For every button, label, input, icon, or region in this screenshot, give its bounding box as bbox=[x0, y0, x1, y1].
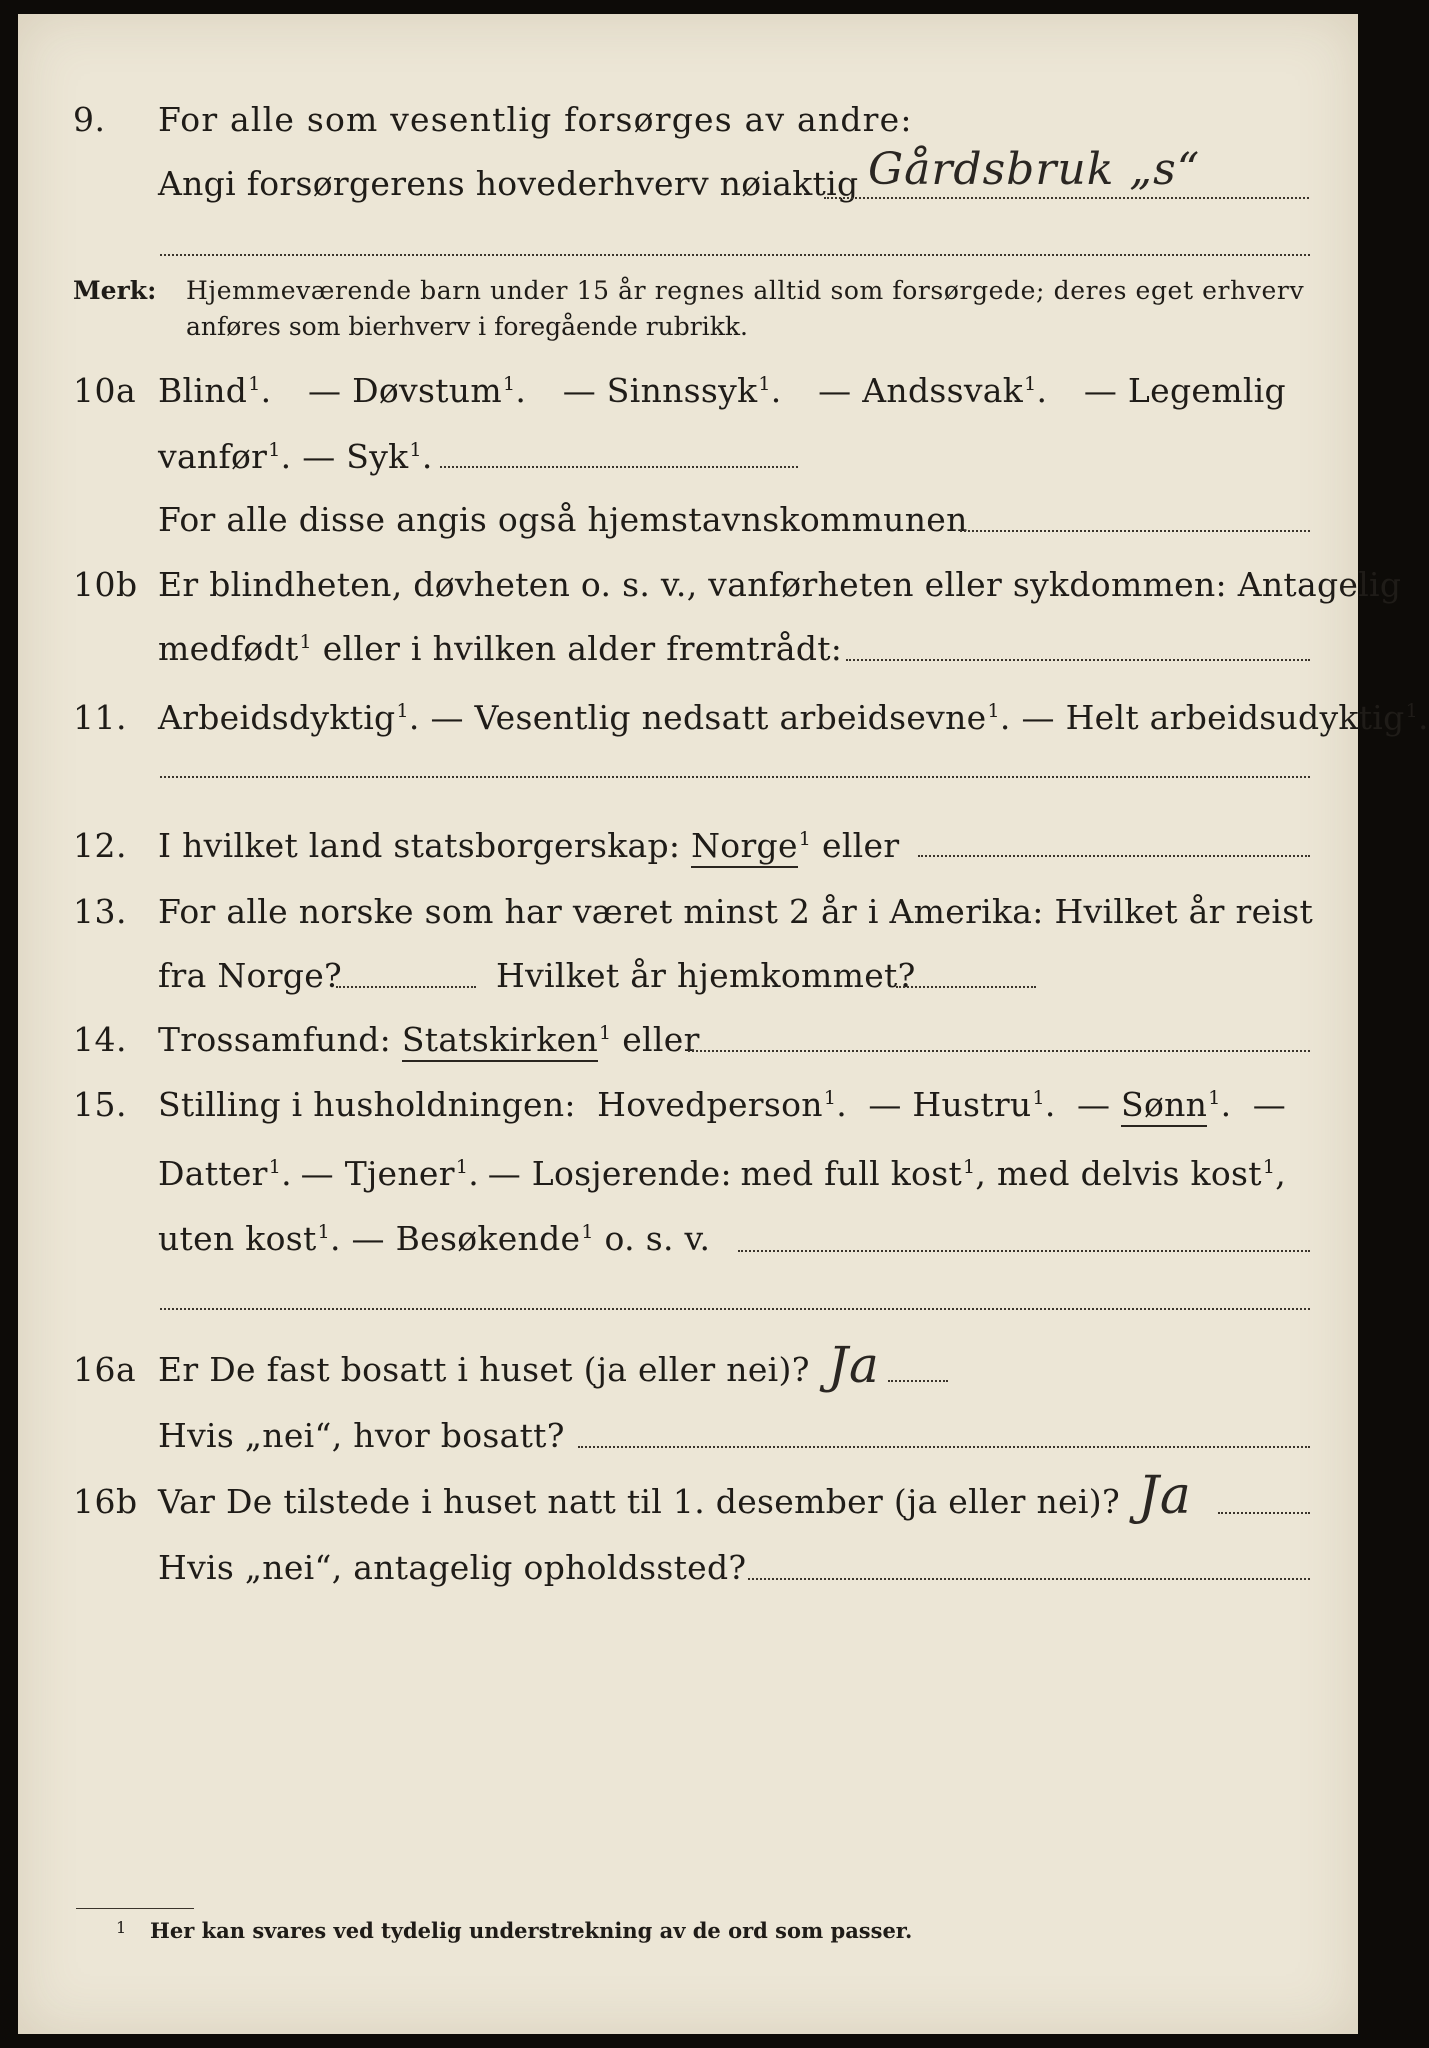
footnote-rule bbox=[76, 1908, 194, 1909]
answer-line bbox=[440, 466, 798, 468]
selected-answer-sonn: Sønn bbox=[1121, 1085, 1207, 1127]
separator-line bbox=[160, 1308, 1310, 1310]
footnote-mark: 1 bbox=[116, 1918, 127, 1937]
selected-answer-norge: Norge bbox=[691, 826, 798, 868]
option-dovstum: — Døvstum$^1$. bbox=[308, 371, 527, 410]
answer-line bbox=[688, 1050, 1310, 1052]
question-16b-line2: Hvis „nei“, antagelig opholdssted? bbox=[158, 1548, 747, 1587]
handwritten-answer-16b: Ja bbox=[1138, 1466, 1192, 1526]
question-16a-number: 16a bbox=[73, 1350, 137, 1389]
question-13-line2b: Hvilket år hjemkommet? bbox=[496, 956, 916, 995]
question-16b-number: 16b bbox=[73, 1482, 138, 1521]
handwritten-answer-16a: Ja bbox=[828, 1336, 880, 1394]
merk-label: Merk: bbox=[73, 276, 157, 305]
selected-answer-statskirken: Statskirken bbox=[402, 1020, 598, 1062]
question-14-line: Trossamfund: Statskirken$^1$ eller bbox=[158, 1020, 700, 1059]
question-15-number: 15. bbox=[73, 1085, 127, 1124]
option-blind: Blind$^1$. bbox=[158, 371, 272, 410]
question-15-line2: Datter$^1$. — Tjener$^1$. — Losjerende: med full kost$^1$, med delvis kost$^1$, bbox=[158, 1154, 1286, 1193]
question-10b-number: 10b bbox=[73, 565, 138, 604]
answer-line bbox=[960, 530, 1310, 532]
question-10a-number: 10a bbox=[73, 371, 137, 410]
merk-line2: anføres som bierhverv i foregående rubrikk. bbox=[186, 312, 748, 341]
question-13-number: 13. bbox=[73, 892, 127, 931]
question-15-line1: Stilling i husholdningen: Hovedperson$^1$. — Hustru$^1$. — Sønn$^1$. — bbox=[158, 1085, 1286, 1124]
option-andssvak: — Andssvak$^1$. bbox=[818, 371, 1048, 410]
answer-line bbox=[738, 1250, 1310, 1252]
answer-line bbox=[918, 855, 1310, 857]
answer-line bbox=[336, 986, 476, 988]
question-10a-line2: vanfør$^1$. — Syk$^1$. bbox=[158, 437, 433, 476]
separator-line bbox=[160, 254, 1310, 256]
answer-line bbox=[1218, 1512, 1310, 1514]
answer-line bbox=[846, 659, 1310, 661]
question-9-number: 9. bbox=[73, 100, 106, 139]
answer-line bbox=[896, 986, 1036, 988]
question-12-number: 12. bbox=[73, 826, 127, 865]
merk-line1: Hjemmeværende barn under 15 år regnes alltid som forsørgede; deres eget erhverv bbox=[186, 276, 1305, 305]
handwritten-answer-9: Gårdsbruk „s“ bbox=[868, 144, 1201, 195]
answer-line bbox=[888, 1380, 948, 1382]
question-11-line: Arbeidsdyktig$^1$. — Vesentlig nedsatt arbeidsevne$^1$. — Helt arbeidsudyktig$^1$. bbox=[158, 698, 1429, 737]
separator-line bbox=[160, 776, 1310, 778]
question-10a-line3: For alle disse angis også hjemstavnskommunen bbox=[158, 500, 968, 539]
question-9-line1: For alle som vesentlig forsørges av andre: bbox=[158, 100, 913, 139]
question-15-line3: uten kost$^1$. — Besøkende$^1$ o. s. v. bbox=[158, 1219, 711, 1258]
question-16a-line2: Hvis „nei“, hvor bosatt? bbox=[158, 1416, 565, 1455]
option-sinnssyk: — Sinnssyk$^1$. bbox=[562, 371, 782, 410]
question-13-line1: For alle norske som har været minst 2 år i Amerika: Hvilket år reist bbox=[158, 892, 1314, 931]
question-9-line2: Angi forsørgerens hovederhverv nøiaktig bbox=[158, 164, 859, 203]
census-form-page bbox=[18, 14, 1429, 2034]
question-12-line: I hvilket land statsborgerskap: Norge$^1$ eller bbox=[158, 826, 899, 865]
footnote-text: Her kan svares ved tydelig understrekning av de ord som passer. bbox=[150, 1918, 913, 1943]
question-14-number: 14. bbox=[73, 1020, 127, 1059]
question-16a-line1: Er De fast bosatt i huset (ja eller nei)? bbox=[158, 1350, 810, 1389]
answer-line bbox=[748, 1578, 1310, 1580]
question-13-line2a: fra Norge? bbox=[158, 956, 343, 995]
question-10b-line2: medfødt$^1$ eller i hvilken alder fremtrådt: bbox=[158, 629, 843, 668]
question-10a-line1 bbox=[158, 371, 1286, 410]
question-11-number: 11. bbox=[73, 698, 127, 737]
option-legemlig: — Legemlig bbox=[1083, 371, 1286, 410]
question-16b-line1: Var De tilstede i huset natt til 1. desember (ja eller nei)? bbox=[158, 1482, 1120, 1521]
question-10b-line1: Er blindheten, døvheten o. s. v., vanførheten eller sykdommen: Antagelig bbox=[158, 565, 1402, 604]
answer-line bbox=[578, 1446, 1310, 1448]
answer-line bbox=[824, 197, 1309, 199]
